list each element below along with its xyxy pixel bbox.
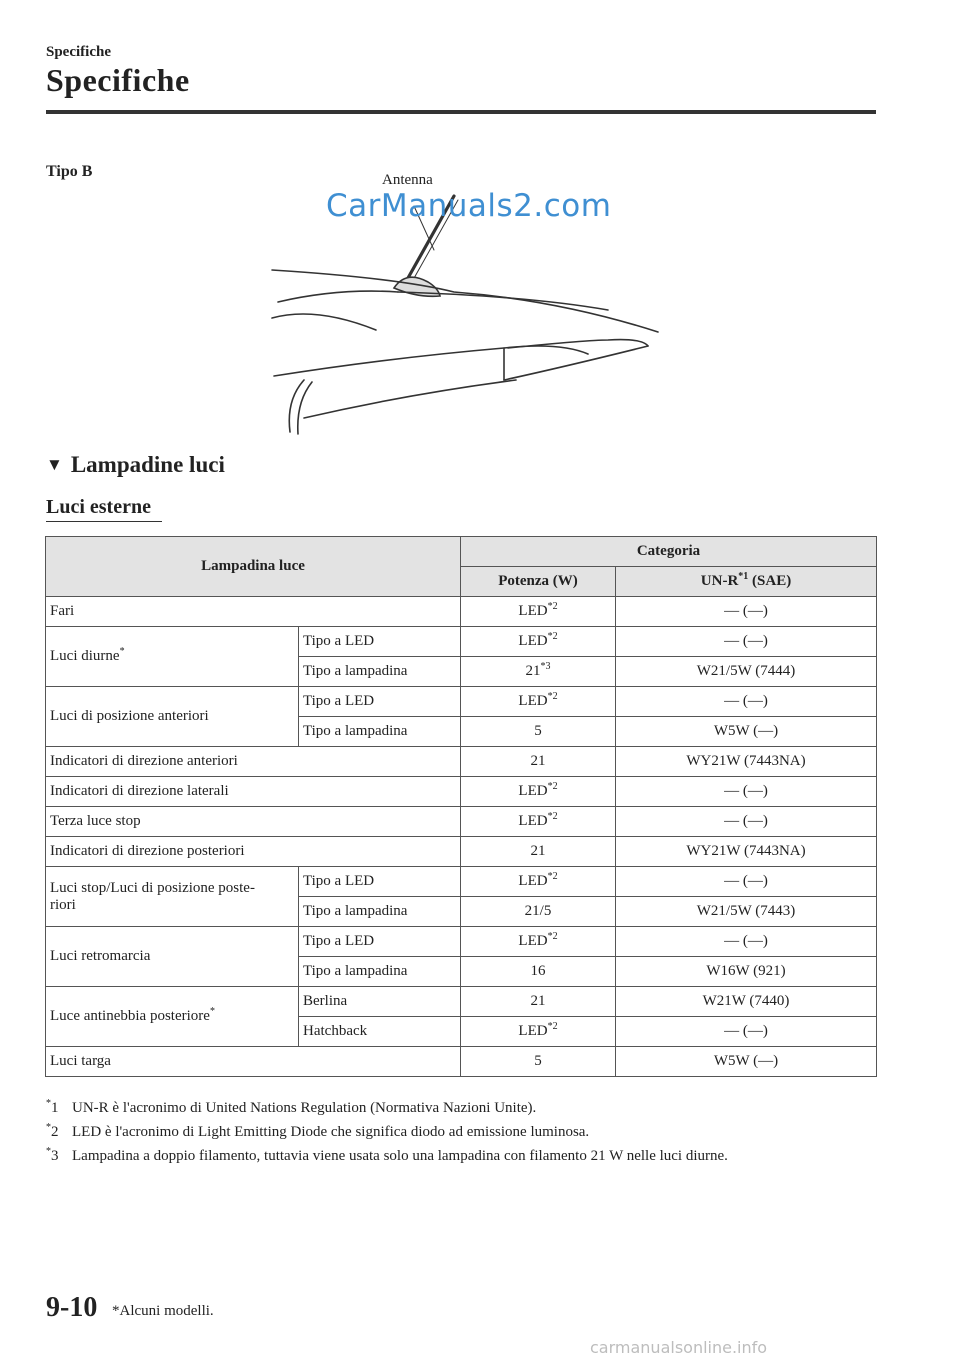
footer-note: *Alcuni modelli. [112, 1303, 214, 1319]
bulb-name-cell [46, 927, 299, 987]
footnote-number: *2 [46, 1122, 59, 1140]
power-cell [461, 837, 616, 867]
bulb-name-footnote: * [119, 646, 125, 657]
bulb-name-cell [46, 747, 461, 777]
power-cell [461, 777, 616, 807]
variant-cell: Tipo a LED [299, 687, 461, 717]
bulb-name-cell [46, 597, 461, 627]
power-cell [461, 897, 616, 927]
table-row [46, 597, 877, 627]
section-heading-text: Lampadine luci [70, 452, 225, 477]
table-row [46, 627, 877, 657]
bulb-name: Luci stop/Luci di posizione poste- riori [50, 879, 255, 913]
power-cell [461, 807, 616, 837]
variant-cell: Tipo a lampadina [299, 897, 461, 927]
bulb-spec-table [45, 536, 877, 1077]
table-row [46, 807, 877, 837]
power-cell [461, 927, 616, 957]
power-value: 16 [530, 963, 546, 979]
bulb-name-cell [46, 987, 299, 1047]
table-row [46, 747, 877, 777]
header-unr-text: UN-R [700, 573, 739, 589]
power-footnote: *2 [547, 931, 558, 942]
power-footnote: *2 [547, 1021, 558, 1032]
table-row [46, 837, 877, 867]
bulb-name: Fari [50, 603, 75, 619]
antenna-callout: Antenna [382, 172, 433, 188]
header-category: Categoria [461, 537, 877, 567]
power-value: LED [518, 933, 548, 949]
variant-cell: Tipo a lampadina [299, 717, 461, 747]
site-watermark: carmanualsonline.info [590, 1338, 768, 1357]
variant-cell: Tipo a LED [299, 927, 461, 957]
code-cell: W21/5W (7444) [616, 657, 877, 687]
footnote [46, 1096, 886, 1120]
bulb-name-cell [46, 687, 299, 747]
table-row [46, 927, 877, 957]
header-bulb: Lampadina luce [46, 537, 461, 597]
bulb-name-cell [46, 627, 299, 687]
footnotes [46, 1096, 886, 1168]
running-header-section: Specifiche [46, 44, 111, 60]
variant-cell: Tipo a LED [299, 867, 461, 897]
bulb-name: Luci di posizione anteriori [50, 708, 209, 724]
power-value: LED [518, 873, 548, 889]
power-value: 21 [530, 753, 546, 769]
variant-cell: Berlina [299, 987, 461, 1017]
power-value: LED [518, 633, 548, 649]
table-row [46, 1047, 877, 1077]
footnote-text: UN-R è l'acronimo di United Nations Regulation (Normativa Nazioni Unite). [72, 1100, 537, 1116]
bulb-name: Luci targa [50, 1053, 111, 1069]
code-cell: ― (―) [616, 927, 877, 957]
power-cell [461, 987, 616, 1017]
variant-cell: Tipo a lampadina [299, 957, 461, 987]
code-cell: W5W (―) [616, 717, 877, 747]
power-cell [461, 657, 616, 687]
power-value: 21 [530, 993, 546, 1009]
power-cell [461, 957, 616, 987]
bulb-name-cell [46, 807, 461, 837]
code-cell: ― (―) [616, 777, 877, 807]
power-cell [461, 687, 616, 717]
power-footnote: *2 [547, 781, 558, 792]
code-cell: ― (―) [616, 1017, 877, 1047]
power-value: 21 [525, 663, 541, 679]
footnote [46, 1144, 886, 1168]
code-cell: W21/5W (7443) [616, 897, 877, 927]
watermark-text: CarManuals2.com [326, 188, 612, 224]
power-value: 5 [534, 1053, 542, 1069]
page-title: Specifiche [46, 62, 190, 98]
power-footnote: *2 [547, 631, 558, 642]
power-value: LED [518, 693, 548, 709]
code-cell: ― (―) [616, 807, 877, 837]
table-row [46, 777, 877, 807]
header-power: Potenza (W) [461, 567, 616, 597]
table-row [46, 987, 877, 1017]
bulb-name: Terza luce stop [50, 813, 141, 829]
bulb-name-cell [46, 837, 461, 867]
footnote-text: LED è l'acronimo di Light Emitting Diode che significa diodo ad emissione luminosa. [72, 1124, 590, 1140]
code-cell: ― (―) [616, 627, 877, 657]
power-cell [461, 717, 616, 747]
triangle-bullet-icon: ▼ [46, 455, 63, 474]
power-footnote: *3 [540, 661, 551, 672]
power-cell [461, 597, 616, 627]
power-value: LED [518, 603, 548, 619]
bulb-name-cell [46, 867, 299, 927]
footnote [46, 1120, 886, 1144]
bulb-name: Luci diurne [50, 648, 120, 664]
table-row [46, 687, 877, 717]
power-cell [461, 867, 616, 897]
bulb-name-cell [46, 777, 461, 807]
power-footnote: *2 [547, 601, 558, 612]
power-cell [461, 627, 616, 657]
power-cell [461, 747, 616, 777]
power-value: 5 [534, 723, 542, 739]
bulb-name-footnote: * [209, 1006, 215, 1017]
bulb-name-cell [46, 1047, 461, 1077]
variant-cell: Tipo a LED [299, 627, 461, 657]
code-cell: WY21W (7443NA) [616, 747, 877, 777]
bulb-name: Luci retromarcia [50, 948, 151, 964]
subsection-heading: Luci esterne [46, 496, 151, 518]
code-cell: ― (―) [616, 867, 877, 897]
variant-cell: Tipo a lampadina [299, 657, 461, 687]
power-value: LED [518, 1023, 548, 1039]
power-value: 21/5 [524, 903, 552, 919]
power-value: 21 [530, 843, 546, 859]
variant-cell: Hatchback [299, 1017, 461, 1047]
power-cell [461, 1047, 616, 1077]
footnote-number: *1 [46, 1098, 59, 1116]
bulb-name: Indicatori di direzione anteriori [50, 753, 238, 769]
footnote-text: Lampadina a doppio filamento, tuttavia viene usata solo una lampadina con filamento 21 W nelle luci diurne. [72, 1148, 728, 1164]
header-unr-footnote: *1 [738, 571, 749, 582]
subsection-underline [46, 521, 162, 522]
table-row [46, 867, 877, 897]
code-cell: WY21W (7443NA) [616, 837, 877, 867]
power-value: LED [518, 783, 548, 799]
bulb-name: Indicatori di direzione posteriori [50, 843, 245, 859]
header-unr [616, 567, 877, 597]
bulb-name: Luce antinebbia posteriore [50, 1008, 210, 1024]
code-cell: W16W (921) [616, 957, 877, 987]
power-footnote: *2 [547, 811, 558, 822]
power-footnote: *2 [547, 691, 558, 702]
code-cell: W5W (―) [616, 1047, 877, 1077]
footnote-number: *3 [46, 1146, 59, 1164]
header-sae-text: (SAE) [748, 573, 792, 589]
header-rule [46, 110, 876, 114]
code-cell: ― (―) [616, 597, 877, 627]
section-heading [46, 452, 225, 478]
figure-label: Tipo B [46, 163, 93, 180]
bulb-name: Indicatori di direzione laterali [50, 783, 229, 799]
page-number: 9-10 [46, 1292, 98, 1323]
code-cell: W21W (7440) [616, 987, 877, 1017]
power-footnote: *2 [547, 871, 558, 882]
power-cell [461, 1017, 616, 1047]
code-cell: ― (―) [616, 687, 877, 717]
power-value: LED [518, 813, 548, 829]
